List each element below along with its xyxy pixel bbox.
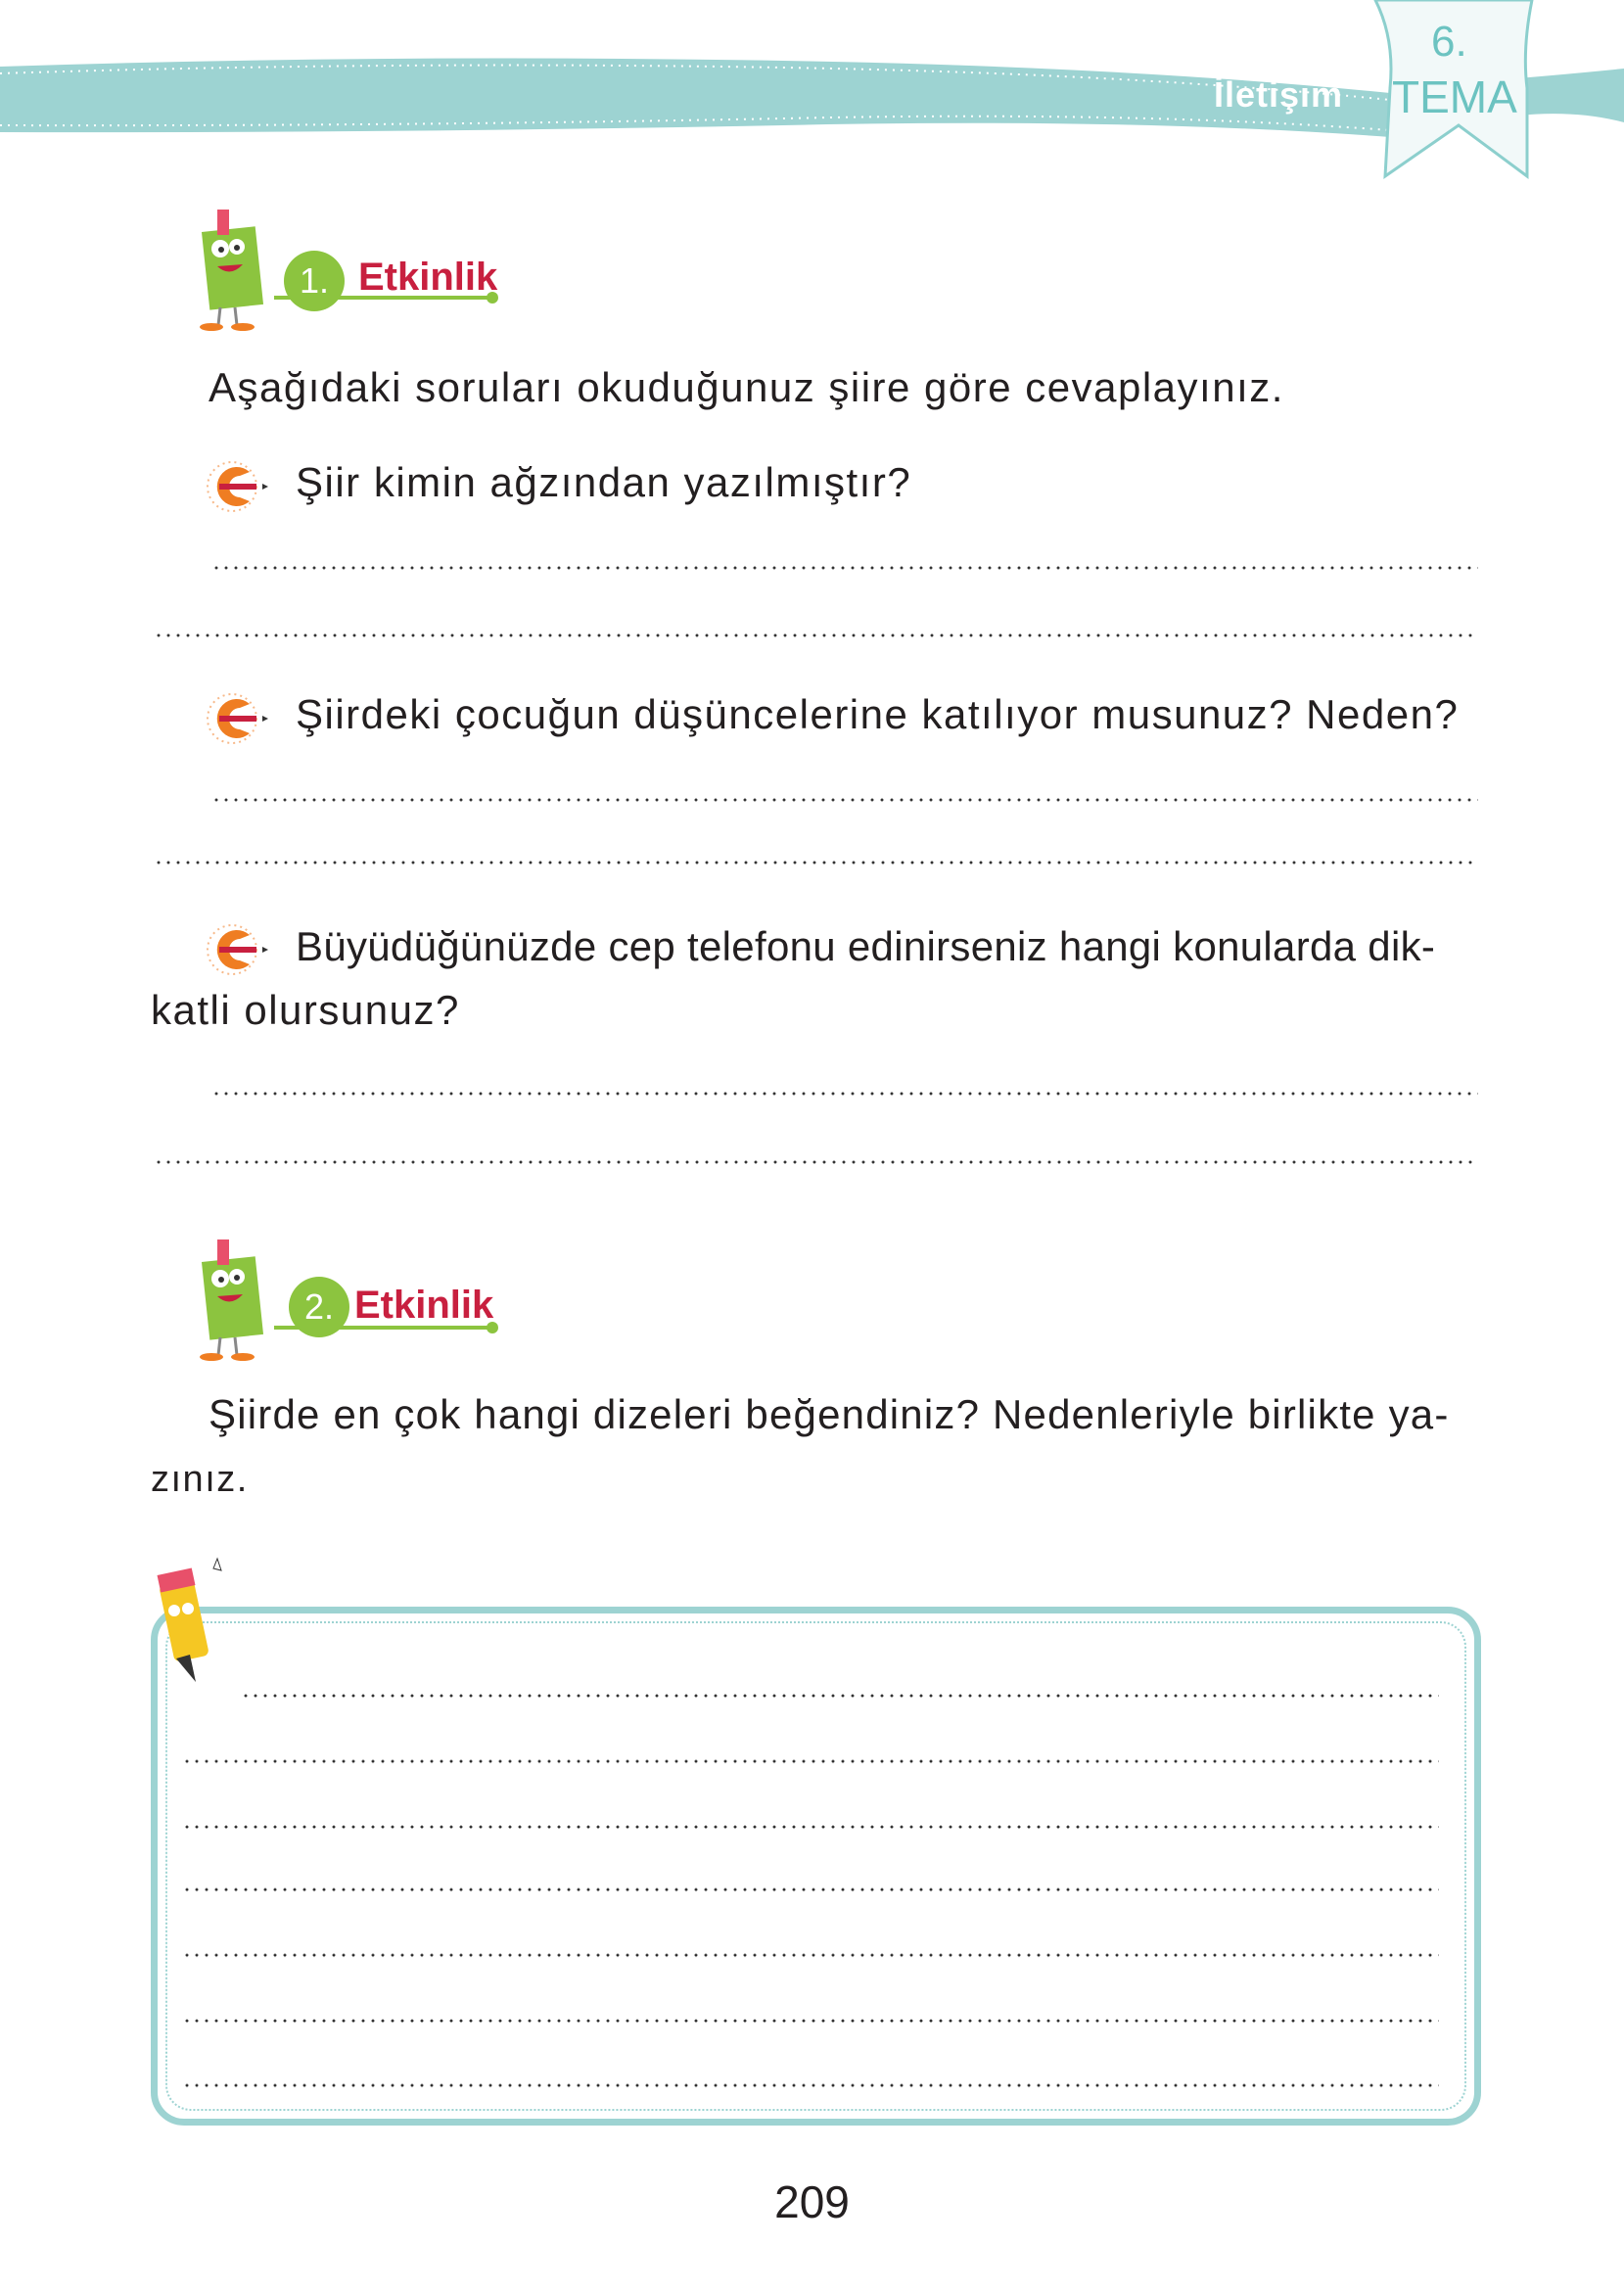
writing-box <box>151 1607 1481 2126</box>
activity2-instruction: Şiirde en çok hangi dizeleri beğendiniz? Nedenleriyle birlikte ya- <box>209 1391 1450 1437</box>
writing-line[interactable] <box>182 1888 1439 1892</box>
book-mascot-icon <box>176 210 274 331</box>
pencil-bullet-icon <box>206 460 272 518</box>
answer-line[interactable] <box>154 633 1478 637</box>
question-1: Şiir kimin ağzından yazılmıştır? <box>296 459 912 505</box>
answer-line[interactable] <box>211 1092 1478 1096</box>
pencil-bullet-icon <box>206 692 272 750</box>
answer-line[interactable] <box>211 566 1478 570</box>
theme-label: TEMA <box>1392 71 1517 122</box>
writing-line[interactable] <box>182 1759 1439 1763</box>
activity1-instruction: Aşağıdaki soruları okuduğunuz şiire göre cevaplayınız. <box>209 364 1284 410</box>
header-banner <box>0 0 1624 186</box>
book-mascot-icon <box>176 1239 274 1361</box>
writing-line[interactable] <box>182 2019 1439 2023</box>
activity1-title: Etkinlik <box>358 256 498 299</box>
question-3: Büyüdüğünüzde cep telefonu edinirseniz hangi konularda dik- <box>296 923 1436 969</box>
question-2: Şiirdeki çocuğun düşüncelerine katılıyor musunuz? Neden? <box>296 691 1460 737</box>
writing-line[interactable] <box>182 2083 1439 2087</box>
answer-line[interactable] <box>154 1160 1478 1164</box>
theme-name: İletişim <box>1214 74 1344 115</box>
question-3-continuation: katli olursunuz? <box>151 987 460 1033</box>
theme-number: 6. <box>1431 18 1467 66</box>
pencil-bullet-icon <box>206 923 272 981</box>
activity2-instruction-continuation: zınız. <box>151 1459 249 1500</box>
activity2-title: Etkinlik <box>354 1284 494 1327</box>
page-number: 209 <box>774 2176 850 2227</box>
answer-line[interactable] <box>154 861 1478 865</box>
writing-line[interactable] <box>182 1825 1439 1829</box>
activity1-number: 1. <box>284 251 345 311</box>
writing-line[interactable] <box>182 1953 1439 1957</box>
writing-line[interactable] <box>241 1694 1439 1698</box>
pencil-mascot-icon <box>137 1557 235 1689</box>
answer-line[interactable] <box>211 798 1478 802</box>
activity2-number: 2. <box>289 1277 349 1337</box>
